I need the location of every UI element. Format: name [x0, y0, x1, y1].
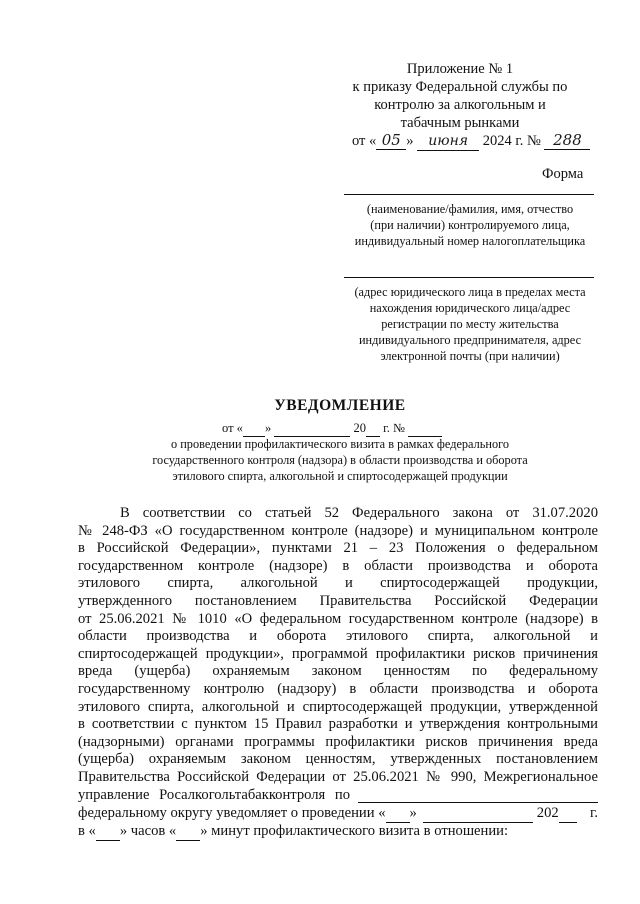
date-mid: » — [406, 133, 414, 149]
body-line-6: утвержденного постановлением Правительства Российской Федерации — [78, 592, 598, 609]
notice-date-number-label: г. № — [383, 421, 405, 435]
body-line-18-year: 202 — [536, 805, 559, 822]
body-line-2: № 248-ФЗ «О государственном контроле (надзоре) и муниципальном контроле — [78, 522, 598, 539]
appendix-title: Приложение № 1 — [406, 61, 514, 77]
body-line-17 — [78, 787, 598, 805]
body-line-4: государственном контроле (надзоре) в области производства и оборота — [78, 557, 598, 574]
recipient-address-line — [344, 277, 594, 278]
body-line-5: этилового спирта, алкогольной и спиртосодержащей продукции, — [78, 575, 598, 592]
notice-subtitle-1: о проведении профилактического визита в рамках федерального — [171, 437, 509, 451]
handwritten-day: 05 — [376, 131, 406, 150]
body-line-8: области производства и оборота этилового спирта, алкогольной и — [78, 628, 598, 645]
notice-date-line — [222, 421, 442, 437]
notice-date-mid: » — [264, 421, 272, 435]
body-line-18 — [78, 804, 598, 823]
recipient-address-caption-3: регистрации по месту жительства — [381, 317, 559, 331]
appendix-date-line — [352, 131, 590, 151]
notice-subtitle-3: этилового спирта, алкогольной и спиртосодержащей продукции — [172, 469, 508, 483]
handwritten-order-number: 288 — [544, 131, 590, 150]
recipient-address-caption-1: (адрес юридического лица в пределах места — [354, 285, 586, 299]
recipient-address-caption-2: нахождения юридического лица/адрес — [369, 301, 571, 315]
body-line-9: спиртосодержащей продукции», программой профилактики рисков причинения — [78, 645, 598, 662]
body-line-19-minutes: » минут профилактического визита в отношении: — [200, 822, 509, 839]
body-line-7: от 25.06.2021 № 1010 «О федеральном государственном контроле (надзоре) в — [78, 610, 598, 627]
visit-hours-blank — [96, 823, 120, 842]
visit-month-blank — [423, 804, 533, 823]
body-line-17-text: управление Росалкогольтабакконтроля по — [78, 786, 350, 803]
appendix-agency-line: контролю за алкогольным и — [374, 97, 546, 113]
handwritten-month: июня — [417, 132, 479, 151]
appendix-order-line: к приказу Федеральной службы по — [352, 79, 568, 95]
body-line-12: этилового спирта, алкогольной и спиртосодержащей продукции, утвержденной — [78, 698, 598, 715]
body-line-15: (ущерба) охраняемым законом ценностям, утвержденных постановлением — [78, 751, 598, 768]
body-line-19-prefix: в « — [78, 822, 96, 839]
visit-minutes-blank — [176, 823, 200, 842]
notice-date-year: 20 — [353, 421, 366, 435]
body-line-13: в соответствии с пунктом 15 Правил разработки и утверждения контрольными — [78, 716, 598, 733]
body-line-19 — [78, 823, 598, 842]
body-line-3: в Российской Федерации», пунктами 21 – 23 Положения о федеральном — [78, 540, 598, 557]
body-line-1: В соответствии со статьей 52 Федерального закона от 31.07.2020 — [120, 505, 598, 521]
date-prefix: от « — [352, 133, 377, 149]
body-line-11: государственному контролю (надзору) в области производства и оборота — [78, 680, 598, 697]
recipient-address-caption-5: электронной почты (при наличии) — [380, 349, 560, 363]
body-line-14: (надзорными) органами программы профилактики рисков причинения вреда — [78, 733, 598, 750]
recipient-name-line — [344, 194, 594, 195]
notice-date-prefix: от « — [222, 421, 243, 435]
recipient-address-caption-4: индивидуального предпринимателя, адрес — [358, 333, 582, 347]
year-and-number-label: 2024 г. № — [482, 133, 541, 149]
notice-title: УВЕДОМЛЕНИЕ — [274, 397, 406, 414]
appendix-agency-line-2: табачным рынками — [400, 115, 520, 131]
body-line-18-year-suffix: г. — [590, 805, 598, 822]
body-line-10: вреда (ущерба) охраняемым законом ценностям по федеральному — [78, 663, 598, 680]
notice-body — [78, 505, 598, 841]
body-line-16: Правительства Российской Федерации от 25.06.2021 № 990, Межрегиональное — [78, 768, 598, 785]
form-label: Форма — [542, 166, 584, 182]
region-blank — [358, 787, 598, 803]
recipient-name-caption-1: (наименование/фамилия, имя, отчество — [366, 202, 574, 216]
recipient-name-caption-2: (при наличии) контролируемого лица, — [370, 218, 570, 232]
body-line-18-text: федеральному округу уведомляет о проведении « — [78, 805, 386, 822]
notice-subtitle-2: государственного контроля (надзора) в области производства и оборота — [152, 453, 528, 467]
recipient-name-caption-3: индивидуальный номер налогоплательщика — [354, 234, 586, 248]
body-line-19-hours: » часов « — [119, 822, 177, 839]
body-line-18-quote: » — [409, 805, 417, 822]
